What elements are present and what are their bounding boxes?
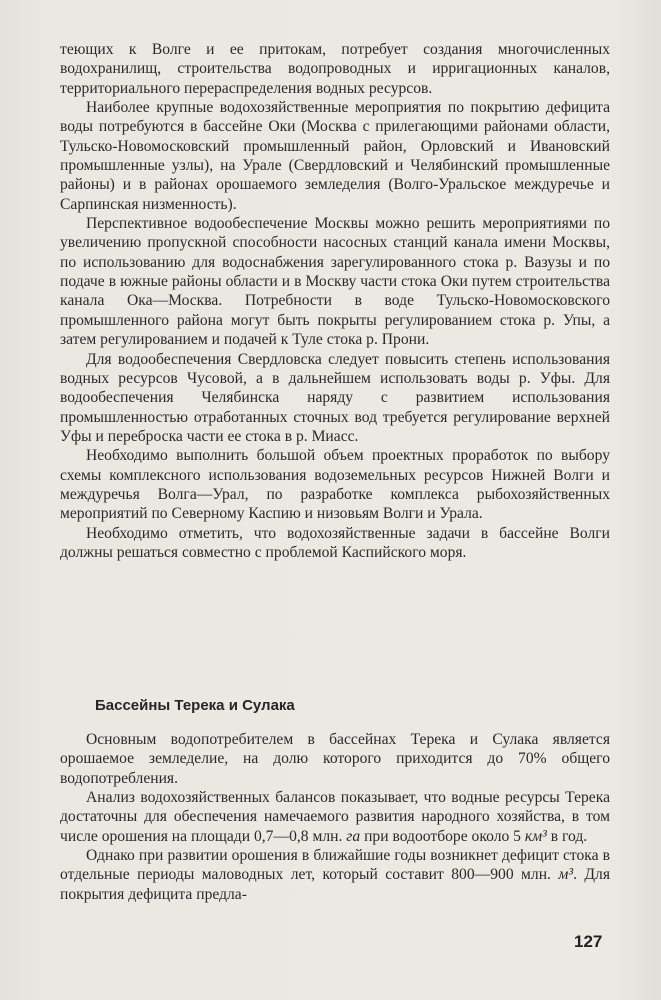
text-run: Однако при развитии орошения в ближайшие годы возникнет дефицит стока в отдельные периоды маловодных лет, который составит 800—900 млн. bbox=[60, 847, 610, 884]
body-text bbox=[60, 40, 610, 562]
unit: га bbox=[346, 827, 361, 845]
paragraph: Необходимо выполнить большой объем проектных проработок по выбору схемы комплексного использования водоземельных ресурсов Нижней Волги и междуречья Волга—Урал, по разработке комплекса рыбохозяйственных мероприятий по Северному Каспию и низовьям Волги и Урала. bbox=[60, 447, 610, 523]
page-number: 127 bbox=[574, 932, 603, 951]
paragraph: Перспективное водообеспечение Москвы можно решить мероприятиями по увеличению пропускной способности насосных станций канала имени Москвы, по использованию для водоснабжения зарегулированного стока р. Вазузы и по подаче в южные районы области и в Москву части стока Оки путем строительства канала Ока—Москва. Потребности в воде Тульско-Новомосковского промышленного района могут быть покрыты регулированием стока р. Упы, а затем регулированием и подачей к Туле стока р. Прони. bbox=[60, 215, 610, 349]
unit: км³ bbox=[524, 827, 547, 845]
paragraph: Основным водопотребителем в бассейнах Терека и Сулака является орошаемое земледелие, на долю которого приходится до 70% общего водопотребления. bbox=[60, 731, 610, 787]
text-run: при водоотборе около 5 bbox=[364, 827, 521, 845]
text-run: Анализ водохозяйственных балансов показывает, что водные ресурсы Терека достаточны для обеспечения намечаемого развития народного хозяйства, в том числе орошения на площади 0,7—0,8 млн. bbox=[60, 789, 610, 845]
paragraph bbox=[60, 846, 610, 904]
paragraph: Наиболее крупные водохозяйственные мероприятия по покрытию дефицита воды потребуются в бассейне Оки (Москва с прилегающими районами области, Тульско-Новомосковский промышленный район, Орловский и Ивановский промышленные узлы), на Урале (Свердловский и Челябинский промышленные районы) и в районах орошаемого земледелия (Волго-Уральское междуречье и Сарпинская низменность). bbox=[60, 99, 610, 213]
paragraph: теющих к Волге и ее притокам, потребует создания многочисленных водохранилищ, строительства водопроводных и ирригационных каналов, территориального перераспределения водных ресурсов. bbox=[60, 41, 610, 97]
paragraph: Для водообеспечения Свердловска следует повысить степень использования водных ресурсов Чусовой, а в дальнейшем использовать воды р. Уфы. Для водообеспечения Челябинска наряду с развитием использования промышленностью отработанных сточных вод требуется регулирование верхней Уфы и переброска части ее стока в р. Миасс. bbox=[60, 350, 610, 445]
paragraph bbox=[60, 788, 610, 846]
paragraph: Необходимо отметить, что водохозяйственные задачи в бассейне Волги должны решаться совместно с проблемой Каспийского моря. bbox=[60, 524, 610, 561]
text-run: в год. bbox=[550, 827, 588, 845]
section-heading: Бассейны Терека и Сулака bbox=[95, 697, 295, 714]
unit: м³ bbox=[558, 866, 574, 884]
section-text bbox=[60, 730, 610, 904]
text-run: . Для покрытия дефицита предла- bbox=[60, 866, 611, 903]
